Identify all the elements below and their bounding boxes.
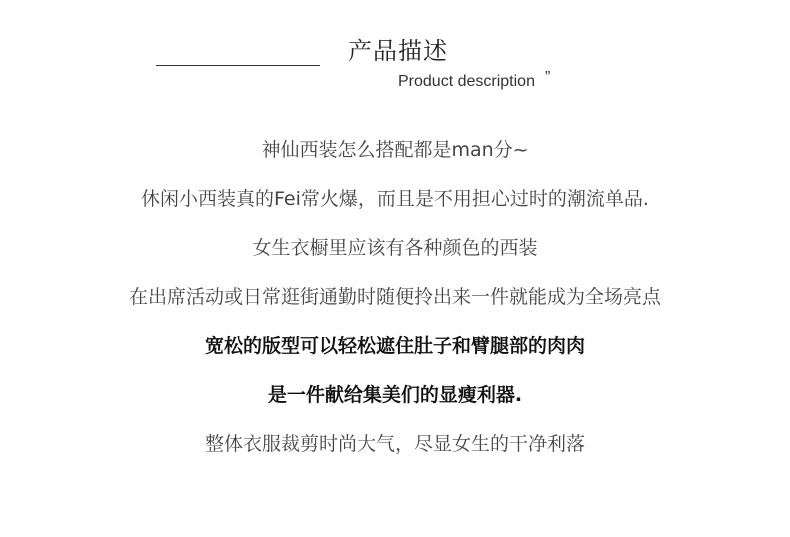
description-line: 整体衣服裁剪时尚大气，尽显女生的干净利落 [204,433,585,455]
section-subtitle: Product description [398,73,535,90]
closing-quote-mark: ” [545,69,551,86]
description-line-highlight: 是一件献给集美们的显瘦利器. [267,384,523,406]
section-title: 产品描述 [348,37,448,65]
description-line: 在出席活动或日常逛街通勤时随便拎出来一件就能成为全场亮点 [128,286,661,308]
description-line: 神仙西装怎么搭配都是man分~ [261,139,529,161]
section-header [0,0,790,110]
header-divider [156,65,320,66]
description-line: 休闲小西装真的Fei常火爆，而且是不用担心过时的潮流单品. [141,188,649,210]
description-line-highlight: 宽松的版型可以轻松遮住肚子和臂腿部的肉肉 [204,335,585,357]
description-line: 女生衣橱里应该有各种颜色的西装 [252,237,538,259]
product-description [0,130,790,473]
